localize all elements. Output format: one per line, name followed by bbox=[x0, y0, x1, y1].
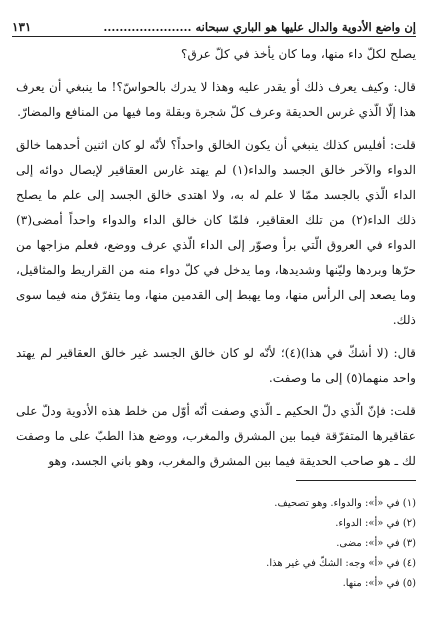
footnote: (٥) في «أ»: منها. bbox=[342, 578, 416, 589]
footnotes bbox=[16, 494, 416, 594]
footnote: (١) في «أ»: والدواء. وهو تصحيف. bbox=[274, 498, 416, 509]
footnote-divider bbox=[296, 480, 416, 481]
main-text bbox=[16, 42, 416, 482]
footnote: (٢) في «أ»: الدواء. bbox=[335, 518, 416, 529]
paragraph: يصلح لكلّ داء منها، وما كان يأخذ في كلّ عرق؟ bbox=[181, 47, 416, 61]
paragraph: قال: وكيف يعرف ذلك أو يقدر عليه وهذا لا يدرك بالحواسّ؟! ما ينبغي أن يعرف هذا إلّا الّذي غرس الحديقة وعرف كلّ شجرة وبقلة وما فيها من المنافع والمضارّ. bbox=[16, 80, 416, 119]
paragraph: قلت: أفليس كذلك ينبغي أن يكون الخالق واحداً؟ لأنّه لو كان اثنين أحدهما خالق الدواء والآخر خالق الجسد والداء(١) لم يهتد غارس العقاقير لإيصال دوائه إلى الداء الّذي بالجسد ممّا لا علم له به، ولا اهتدى خالق الجسد إلى علم ما يصلح ذلك الداء(٢) من تلك العقاقير، فلمّا كان خالق الداء والدواء واحداً أمضى(٣) الدواء في العروق الّتي برأ وصوّر إلى الداء الّذي عرف ووضع، فعلم مزاجها من حرّها وبردها وليّنها وشديدها، وما يدخل في كلّ دواء منه من القراريط والمثاقيل، وما يصعد إلى الرأس منها، وما يهبط إلى القدمين منها، وما يتفرّق منه فيما سوى ذلك. bbox=[16, 138, 417, 327]
running-title: إن واضع الأدوية والدال عليها هو الباري سبحانه ...................... bbox=[103, 20, 416, 34]
paragraph: قلت: فإنّ الّذي دلّ الحكيم ـ الّذي وصفت أنّه أوّل من خلط هذه الأدوية ودلّ على عقاقيرها المتفرّقة فيما بين المشرق والمغرب، ووضع هذا الطبّ على ما وصفت لك ـ هو صاحب الحديقة فيما بين المشرق والمغرب، وهو باني الجسد، وهو bbox=[16, 404, 416, 468]
page-header bbox=[12, 12, 416, 37]
footnote: (٣) في «أ»: مضى. bbox=[336, 538, 416, 549]
page-number: ١٣١ bbox=[12, 20, 32, 34]
paragraph: قال: (لا أشكّ في هذا)(٤)؛ لأنّه لو كان خالق الجسد غير خالق العقاقير لم يهتد واحد منهما(٥) إلى ما وصفت. bbox=[16, 346, 416, 385]
footnote: (٤) في «أ» وجه: الشكّ في غير هذا. bbox=[266, 558, 416, 569]
